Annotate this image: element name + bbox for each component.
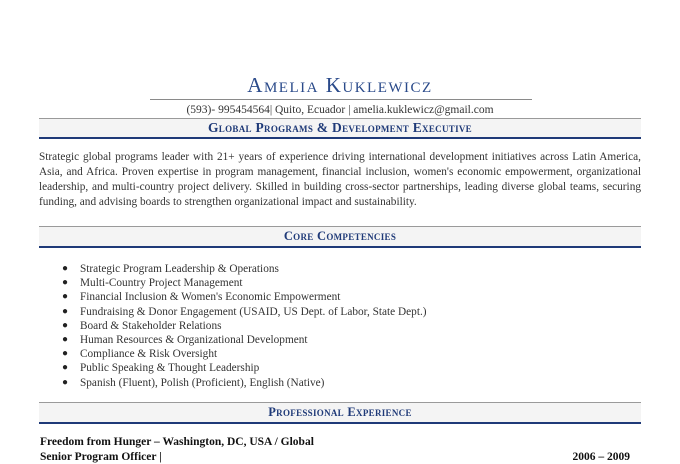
competencies-heading: Core Competencies	[283, 229, 397, 243]
list-item	[62, 347, 427, 361]
bullet-icon: ●	[62, 362, 69, 374]
contact-line: (593)- 995454564| Quito, Ecuador | amelia.kuklewicz@gmail.com	[186, 104, 494, 116]
bullet-icon: ●	[62, 334, 69, 346]
list-item	[62, 276, 427, 290]
bullet-icon: ●	[62, 305, 69, 317]
competency-label: Multi-Country Project Management	[80, 277, 243, 290]
bullet-icon: ●	[62, 263, 69, 274]
competency-label: Compliance & Risk Oversight	[80, 348, 218, 361]
competencies-heading-bar	[39, 226, 641, 248]
list-item	[62, 333, 427, 347]
bullet-icon: ●	[62, 376, 69, 388]
competency-label: Spanish (Fluent), Polish (Proficient), English (Native)	[80, 376, 325, 389]
list-item	[62, 262, 427, 276]
list-item	[62, 361, 427, 375]
list-item	[62, 376, 427, 390]
bullet-icon: ●	[62, 319, 69, 331]
summary-paragraph: Strategic global programs leader with 21+ years of experience driving international development initiatives across Latin America, Asia, and Africa. Proven expertise in program management, financial inclusion, women's economic empowerment, organizational leadership, and multi-country project delivery. Skilled in building cross-sector partnerships, leading diverse global teams, securing funding, and advising boards to strengthen organizational impact and sustainability.	[39, 151, 641, 208]
professional-title-bar	[39, 118, 641, 139]
name-divider	[150, 99, 532, 100]
candidate-name: Amelia Kuklewicz	[247, 73, 433, 97]
competencies-list	[62, 262, 427, 390]
experience-heading-bar	[39, 402, 641, 424]
list-item	[62, 305, 427, 319]
bullet-icon: ●	[62, 291, 69, 303]
professional-title: Global Programs & Development Executive	[208, 120, 472, 135]
competency-label: Financial Inclusion & Women's Economic Empowerment	[80, 291, 341, 304]
list-item	[62, 319, 427, 333]
job-dates: 2006 – 2009	[572, 451, 630, 463]
competency-label: Strategic Program Leadership & Operations	[80, 263, 279, 275]
experience-heading: Professional Experience	[268, 405, 412, 419]
job-employer: Freedom from Hunger – Washington, DC, USA / Global	[40, 436, 314, 448]
competency-label: Board & Stakeholder Relations	[80, 319, 222, 332]
bullet-icon: ●	[62, 348, 69, 360]
list-item	[62, 290, 427, 304]
job-title: Senior Program Officer |	[40, 451, 162, 463]
bullet-icon: ●	[62, 277, 69, 289]
competency-label: Public Speaking & Thought Leadership	[80, 362, 260, 375]
competency-label: Fundraising & Donor Engagement (USAID, US Dept. of Labor, State Dept.)	[80, 305, 427, 318]
competency-label: Human Resources & Organizational Development	[80, 334, 308, 347]
